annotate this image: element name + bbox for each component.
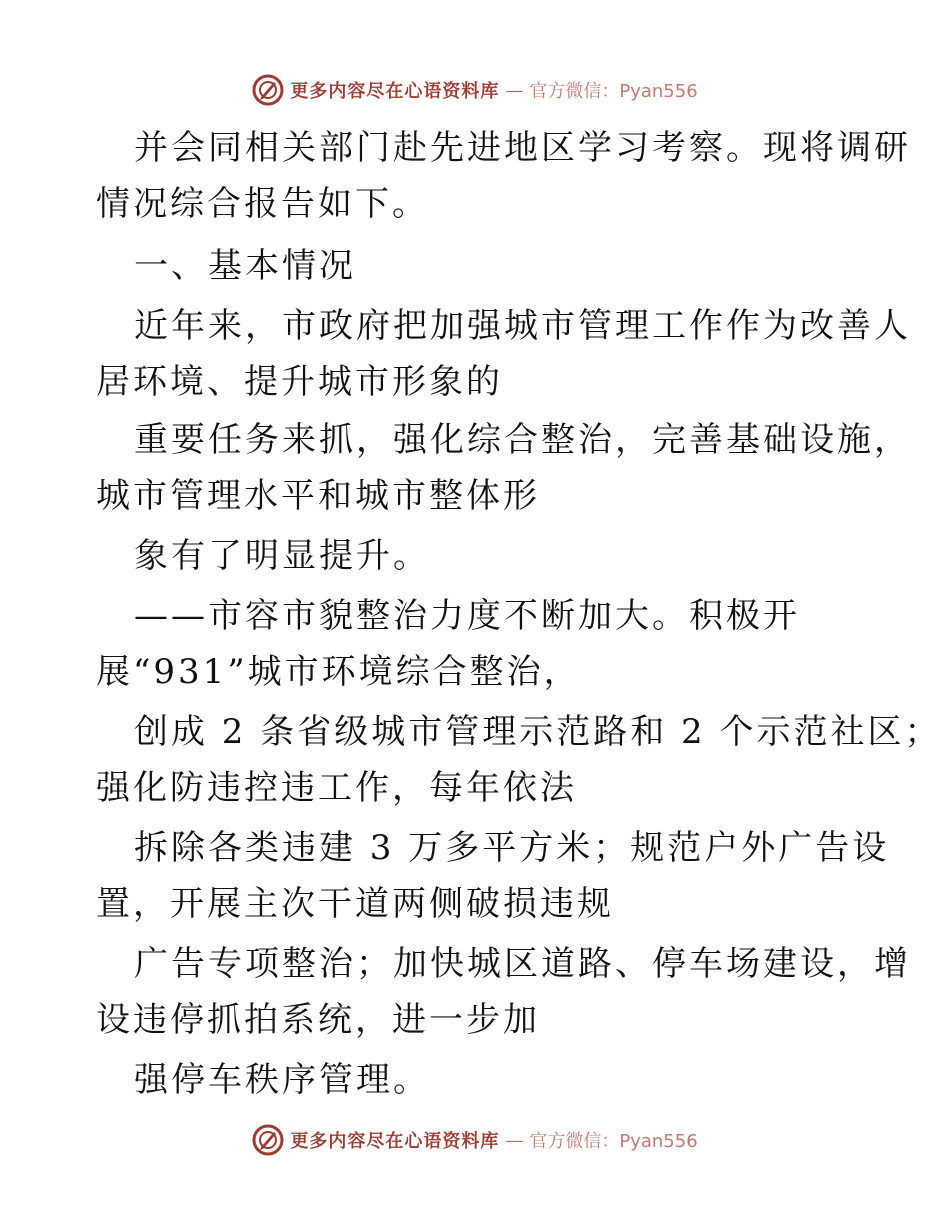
section-heading: 一、基本情况 [134, 246, 356, 286]
text-line: 近年来，市政府把加强城市管理工作作为改善人 [134, 306, 911, 346]
text-line: 并会同相关部门赴先进地区学习考察。现将调研 [134, 128, 911, 168]
text-line: 象有了明显提升。 [134, 536, 430, 576]
footer-banner [0, 1122, 950, 1158]
banner-title: 更多内容尽在心语资料库 [290, 81, 500, 102]
banner-wechat: 官方微信：Pyan556 [529, 1131, 698, 1152]
text-line: 情况综合报告如下。 [96, 184, 429, 224]
text-line: 强停车秩序管理。 [134, 1060, 430, 1100]
text-line: 设违停抓拍系统，进一步加 [96, 1000, 540, 1040]
pen-logo-icon [252, 1124, 284, 1156]
text-line: 强化防违控违工作，每年依法 [96, 768, 577, 808]
text-line: 广告专项整治；加快城区道路、停车场建设，增 [134, 944, 911, 984]
header-banner [0, 72, 950, 108]
text-line: 创成 2 条省级城市管理示范路和 2 个示范社区； [134, 712, 942, 752]
banner-dash: — [505, 1129, 524, 1151]
banner-dash: — [505, 79, 524, 101]
text-line: 重要任务来抓，强化综合整治，完善基础设施， [134, 420, 911, 460]
text-line: ——市容市貌整治力度不断加大。积极开 [134, 596, 800, 636]
text-line: 城市管理水平和城市整体形 [96, 476, 540, 516]
text-line: 展“931”城市环境综合整治， [96, 652, 581, 692]
text-line: 居环境、提升城市形象的 [96, 362, 503, 402]
banner-wechat: 官方微信：Pyan556 [529, 81, 698, 102]
text-line: 拆除各类违建 3 万多平方米；规范户外广告设 [134, 828, 890, 868]
text-line: 置，开展主次干道两侧破损违规 [96, 884, 614, 924]
pen-logo-icon [252, 74, 284, 106]
banner-title: 更多内容尽在心语资料库 [290, 1131, 500, 1152]
